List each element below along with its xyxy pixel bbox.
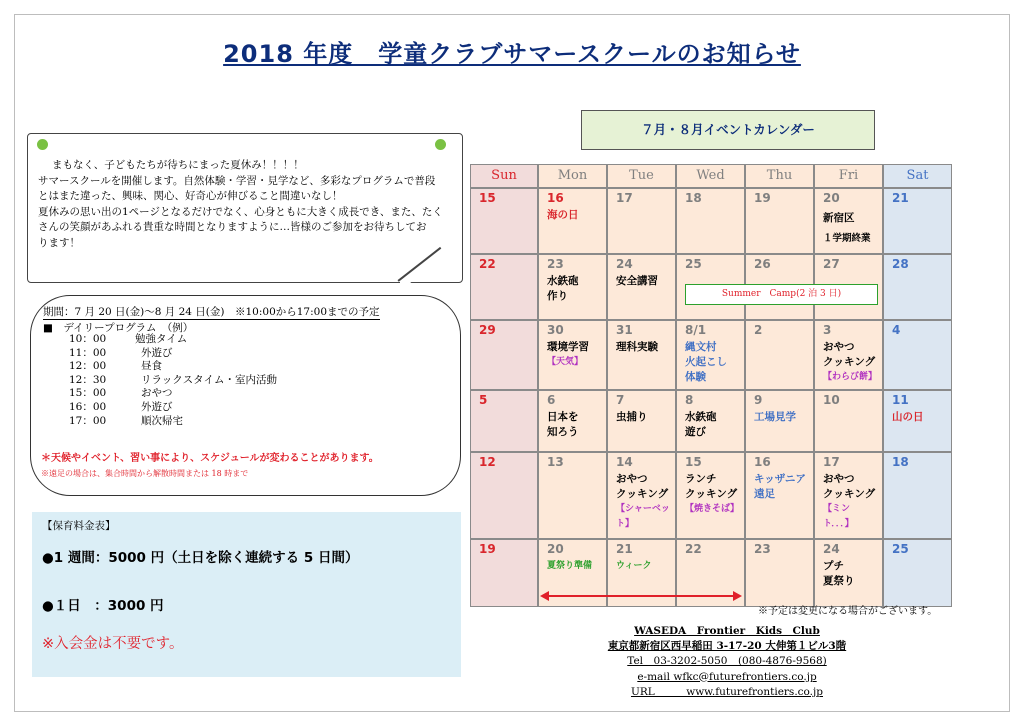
day-number: 21: [616, 542, 633, 556]
day-event: [616, 274, 658, 289]
day-number: 2: [754, 323, 763, 337]
program-activity: 勉強タイム: [135, 333, 188, 345]
day-number: 15: [479, 191, 496, 205]
day-number: 14: [616, 455, 633, 469]
day-event: [754, 410, 796, 425]
event-line: クッキング: [823, 488, 876, 500]
arrow-left-icon: [540, 591, 549, 601]
calendar-day: [538, 390, 607, 452]
intro-text: [38, 158, 458, 251]
program-time: 16：00: [69, 400, 107, 413]
calendar-day: [814, 390, 883, 452]
green-dot-icon: [435, 139, 446, 150]
day-number: 21: [892, 191, 909, 205]
event-line: プチ: [823, 560, 844, 572]
event-line: 【天気】: [547, 357, 584, 367]
event-line: 体験: [685, 371, 706, 383]
event-line: 工場見学: [754, 411, 796, 423]
event-line: 作り: [547, 290, 568, 302]
event-line: 理科実験: [616, 341, 658, 353]
event-line: クッキング: [616, 488, 669, 500]
event-line: 【シャーベッ: [616, 504, 670, 514]
day-number: 29: [479, 323, 496, 337]
event-line: 夏祭り準備: [547, 561, 593, 571]
event-line: ト．．．】: [823, 519, 854, 529]
calendar-day: [538, 452, 607, 539]
schedule-period: 期間：7 月 20 日(金)～8 月 24 日(金) ※10:00から17:00までの予定: [43, 306, 380, 318]
day-number: 15: [685, 455, 702, 469]
event-line: 遊び: [685, 426, 706, 438]
calendar-day: [883, 390, 952, 452]
program-activity: 外遊び: [141, 400, 173, 413]
calendar-day: [883, 539, 952, 607]
day-event: [685, 340, 727, 385]
club-name: WASEDA Frontier Kids Club: [634, 625, 820, 637]
event-line: 環境学習: [547, 341, 589, 353]
calendar-day: [676, 452, 745, 539]
event-line: 水鉄砲: [547, 275, 579, 287]
day-number: 25: [892, 542, 909, 556]
weekday-header-sun: Sun: [470, 164, 538, 188]
calendar-day: [883, 320, 952, 390]
day-event: [616, 472, 670, 532]
day-event: [547, 208, 579, 223]
calendar-day: [470, 188, 538, 254]
program-time: 15：00: [69, 387, 107, 400]
intro-bubble: [27, 133, 463, 283]
day-event: [547, 340, 589, 370]
intro-line: まもなく、子どもたちが待ちにまった夏休み！！！！: [52, 159, 304, 171]
day-event: [823, 340, 877, 385]
club-address: 東京都新宿区西早稲田 3-17-20 大伸第１ビル3階: [607, 640, 847, 653]
day-number: 24: [616, 257, 633, 271]
calendar-day: [470, 320, 538, 390]
day-number: 3: [823, 323, 832, 337]
calendar-day: [883, 254, 952, 320]
event-line: おやつ: [616, 473, 648, 485]
program-item: [69, 347, 277, 361]
day-number: 19: [479, 542, 496, 556]
contact-footer: [560, 624, 894, 700]
club-email[interactable]: e-mail wfkc@futurefrontiers.co.jp: [637, 670, 817, 683]
program-item: [69, 374, 277, 388]
calendar-day: [607, 188, 676, 254]
day-number: 18: [892, 455, 909, 469]
weekday-header-thu: Thu: [745, 164, 814, 188]
day-number: 18: [685, 191, 702, 205]
program-heading: ■ デイリープログラム （例）: [43, 322, 194, 334]
program-list: [69, 333, 277, 428]
calendar-day: [814, 320, 883, 390]
program-item: [69, 360, 277, 374]
day-number: 4: [892, 323, 901, 337]
intro-line: 夏休みの思い出の1ページとなるだけでなく、心身ともに大きく成長でき、また、たく: [38, 205, 443, 218]
calendar-day: [814, 539, 883, 607]
day-number: 20: [823, 191, 840, 205]
event-line: ウィーク: [616, 561, 652, 571]
event-line: 【わらび餅】: [823, 372, 878, 382]
program-activity: おやつ: [141, 387, 173, 400]
calendar-day: [745, 539, 814, 607]
program-activity: リラックスタイム・室内活動: [141, 373, 277, 386]
calendar-note: ※予定は変更になる場合がございます。: [758, 606, 938, 617]
calendar-day: [607, 320, 676, 390]
program-time: 11：00: [69, 346, 107, 359]
program-activity: 順次帰宅: [141, 414, 183, 427]
event-calendar: [470, 164, 954, 607]
excursion-note: ※遠足の場合は、集合時間から解散時間または 18 時まで: [41, 469, 249, 478]
event-line: 遠足: [754, 488, 775, 500]
day-event: [547, 410, 579, 440]
day-event: [616, 410, 648, 425]
event-line: 日本を: [547, 411, 579, 423]
weekday-header-sat: Sat: [883, 164, 952, 188]
calendar-day: [814, 188, 883, 254]
event-line: 海の日: [547, 209, 579, 221]
day-number: 30: [547, 323, 564, 337]
program-time: 12：30: [69, 373, 107, 386]
day-event: [547, 559, 592, 574]
event-line: 知ろう: [547, 426, 579, 438]
day-number: 22: [479, 257, 496, 271]
day-number: 16: [754, 455, 771, 469]
page-title: 2018 年度 学童クラブサマースクールのお知らせ: [223, 40, 801, 68]
calendar-day: [470, 452, 538, 539]
day-event: [892, 410, 924, 425]
day-event: [823, 472, 875, 532]
day-number: 23: [754, 542, 771, 556]
event-line: 【焼きそば】: [685, 504, 740, 514]
calendar-day: [883, 188, 952, 254]
program-activity: 外遊び: [141, 346, 173, 359]
schedule-note: ＊天候やイベント、習い事により、スケジュールが変わることがあります。: [41, 453, 379, 464]
event-line: 水鉄砲: [685, 411, 717, 423]
calendar-day: [607, 539, 676, 607]
fee-heading: 【保育料金表】: [42, 520, 116, 532]
weekday-header-tue: Tue: [607, 164, 676, 188]
day-number: 17: [823, 455, 840, 469]
event-line: クッキング: [685, 488, 738, 500]
calendar-day: [745, 320, 814, 390]
event-line: おやつ: [823, 473, 855, 485]
calendar-day: [470, 539, 538, 607]
intro-line: ります！: [38, 236, 80, 249]
day-number: 28: [892, 257, 909, 271]
event-line: ランチ: [685, 473, 717, 485]
day-event: [823, 211, 871, 246]
program-time: 12：00: [69, 360, 107, 373]
day-number: 27: [823, 257, 840, 271]
day-number: 6: [547, 393, 556, 407]
green-dot-icon: [37, 139, 48, 150]
day-event: [823, 559, 855, 589]
day-number: 8/1: [685, 323, 707, 337]
weekday-header-fri: Fri: [814, 164, 883, 188]
day-number: 20: [547, 542, 564, 556]
day-number: 22: [685, 542, 702, 556]
calendar-day: [745, 188, 814, 254]
event-line: 安全講習: [616, 275, 658, 287]
day-number: 11: [892, 393, 909, 407]
intro-line: とはまた違った、興味、関心、好奇心が伸びること間違いなし！: [38, 190, 343, 202]
arrow-right-icon: [733, 591, 742, 601]
festival-week-arrow: [545, 595, 735, 597]
event-line: １学期終業: [823, 233, 871, 244]
event-line: 縄文村: [685, 341, 717, 353]
fee-weekly: ●1 週間：5000 円（土日を除く連続する 5 日間）: [42, 550, 359, 566]
calendar-day: [470, 390, 538, 452]
day-number: 9: [754, 393, 763, 407]
program-item: [69, 333, 277, 347]
event-line: 虫捕り: [616, 411, 648, 423]
calendar-day: [676, 188, 745, 254]
program-time: 17：00: [69, 414, 107, 427]
schedule-box: [30, 295, 461, 496]
day-number: 25: [685, 257, 702, 271]
event-line: ト】: [616, 519, 635, 529]
calendar-day: [607, 452, 676, 539]
event-line: 夏祭り: [823, 575, 855, 587]
day-number: 16: [547, 191, 564, 205]
day-number: 24: [823, 542, 840, 556]
calendar-day: [470, 254, 538, 320]
calendar-day: [745, 390, 814, 452]
intro-line: サマースクールを開催します。自然体験・学習・見学など、多彩なプログラムで普段: [38, 174, 436, 187]
day-event: [685, 410, 717, 440]
weekday-header-mon: Mon: [538, 164, 607, 188]
club-url[interactable]: URL www.futurefrontiers.co.jp: [630, 685, 823, 698]
day-number: 12: [479, 455, 496, 469]
event-line: 【ミン: [823, 504, 851, 514]
day-number: 10: [823, 393, 840, 407]
program-item: [69, 387, 277, 401]
day-number: 7: [616, 393, 625, 407]
day-number: 19: [754, 191, 771, 205]
day-event: [754, 472, 806, 502]
calendar-day: [607, 254, 676, 320]
day-number: 17: [616, 191, 633, 205]
event-line: 山の日: [892, 411, 924, 423]
day-number: 31: [616, 323, 633, 337]
day-number: 5: [479, 393, 488, 407]
summer-camp-banner: Summer Camp(2 泊 3 日): [685, 284, 878, 305]
event-line: 火起こし: [685, 356, 727, 368]
calendar-day: [745, 452, 814, 539]
event-line: 新宿区: [823, 212, 855, 224]
fee-daily: ●１日 ：3000 円: [42, 598, 164, 614]
day-number: 13: [547, 455, 564, 469]
event-line: おやつ: [823, 341, 855, 353]
day-event: [616, 340, 658, 355]
calendar-day: [538, 320, 607, 390]
program-activity: 昼食: [141, 360, 162, 373]
weekday-header-wed: Wed: [676, 164, 745, 188]
day-number: 8: [685, 393, 694, 407]
calendar-day: [607, 390, 676, 452]
day-event: [616, 559, 651, 574]
calendar-day: [676, 390, 745, 452]
calendar-title: ７月・８月イベントカレンダー: [581, 110, 875, 150]
program-time: 10：00: [69, 333, 107, 345]
program-item: [69, 415, 277, 429]
day-event: [685, 472, 739, 517]
calendar-day: [883, 452, 952, 539]
calendar-day: [538, 254, 607, 320]
intro-line: さんの笑顔があふれる貴重な時間となりますように…皆様のご参加をお待ちしてお: [38, 221, 427, 233]
program-item: [69, 401, 277, 415]
club-tel: Tel 03-3202-5050 (080-4876-9568): [627, 655, 827, 668]
fee-box: [32, 512, 461, 677]
fee-note: ※入会金は不要です。: [42, 636, 184, 652]
day-number: 23: [547, 257, 564, 271]
calendar-day: [814, 452, 883, 539]
event-line: クッキング: [823, 356, 876, 368]
day-event: [547, 274, 579, 304]
day-number: 26: [754, 257, 771, 271]
calendar-day: [676, 320, 745, 390]
calendar-day: [538, 188, 607, 254]
event-line: キッザニア: [754, 473, 806, 485]
